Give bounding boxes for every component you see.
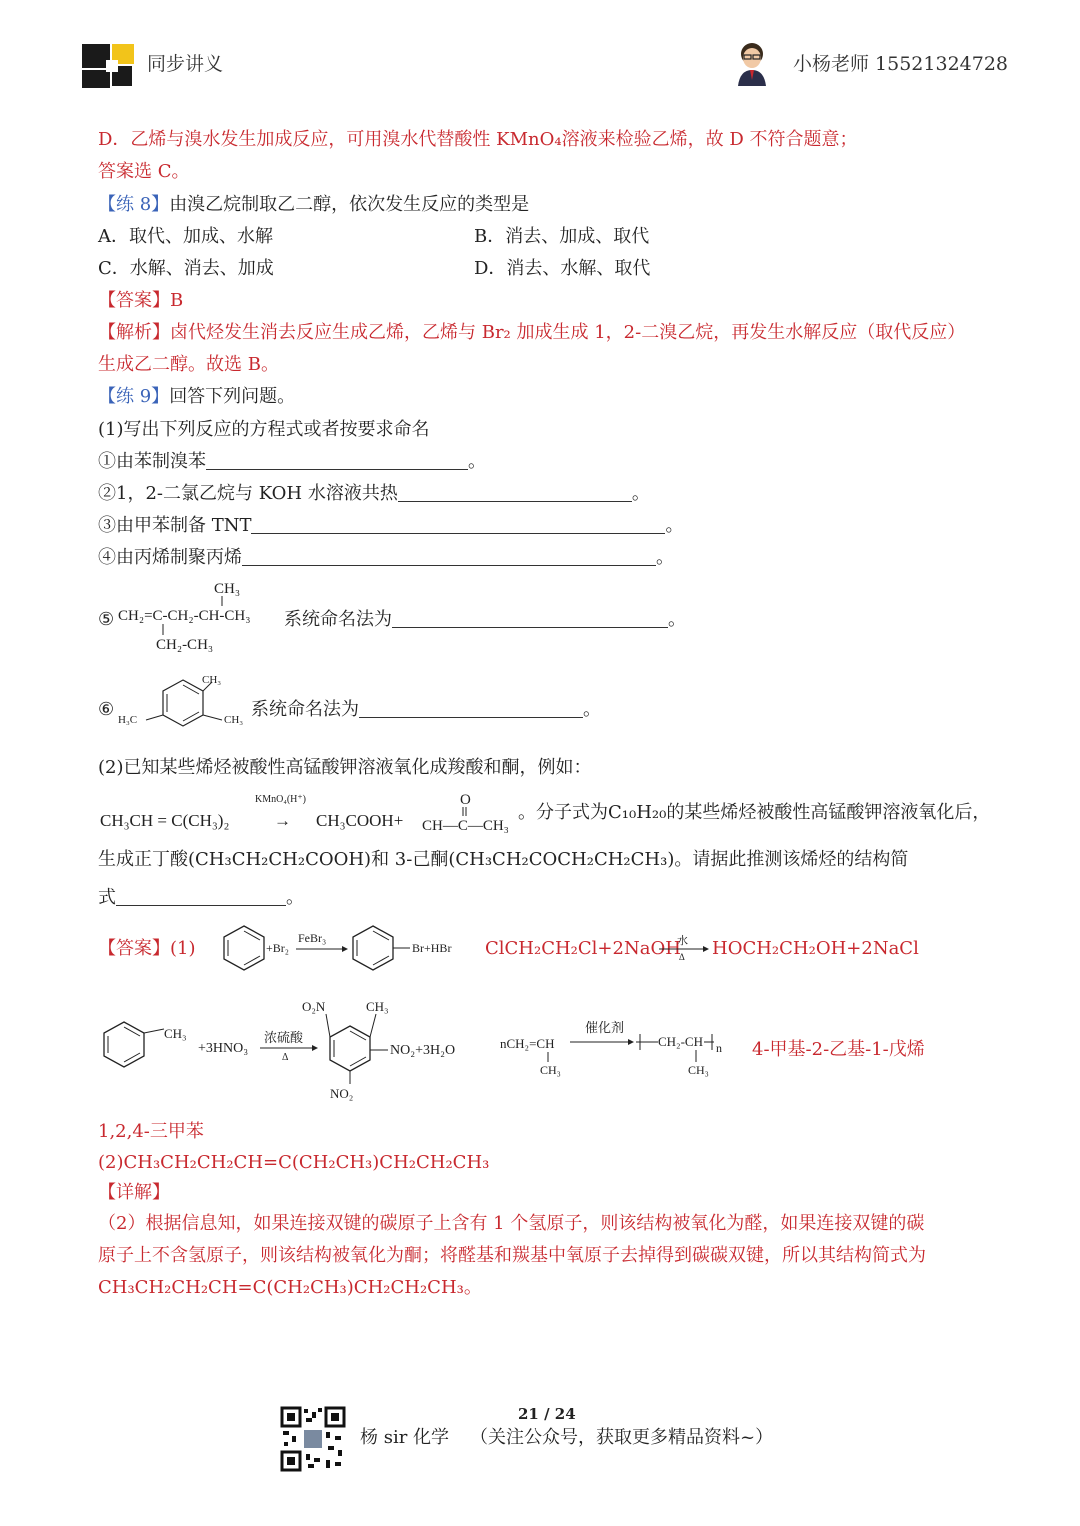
a3-hno3: +3HNO₃ <box>198 1041 249 1056</box>
answer-blank-4[interactable] <box>242 547 656 566</box>
answer-name-5: 4-甲基-2-乙基-1-戊烯 <box>752 1039 925 1060</box>
header-teacher: 小杨老师 15521324728 <box>793 53 1009 75</box>
exercise-8-answer: 【答案】B <box>98 290 184 311</box>
exercise-9-tag: 【练 9】 <box>98 386 170 407</box>
part-1-prompt: (1)写出下列反应的方程式或者按要求命名 <box>98 419 430 440</box>
period: 。 <box>656 547 674 568</box>
a3-no2-right: NO₂+3H₂O <box>390 1043 456 1058</box>
item-5-number: ⑤ <box>98 609 115 630</box>
item-2-text: ②1，2-二氯乙烷与 KOH 水溶液共热 <box>98 483 398 504</box>
item-6 <box>251 698 601 722</box>
ex-condition: KMnO₄(H⁺) <box>255 794 306 805</box>
a4-catalyst: 催化剂 <box>585 1020 625 1035</box>
c5-ethyl: CH₂-CH₃ <box>156 637 214 653</box>
detail-tag: 【详解】 <box>98 1182 170 1203</box>
option-c: C．水解、消去、加成 <box>98 258 274 279</box>
example-continuation: 。分子式为C₁₀H₂₀的某些烯烃被酸性高锰酸钾溶液氧化后， <box>518 802 991 823</box>
ex-oxygen: O <box>460 792 471 808</box>
a2-delta: Δ <box>679 952 685 962</box>
avatar <box>734 40 770 86</box>
answer-blank-1[interactable] <box>206 451 468 470</box>
option-b: B．消去、加成、取代 <box>474 226 650 247</box>
a3-no2-bottom: NO₂ <box>330 1086 354 1101</box>
detail-line-1: （2）根据信息知，如果连接双键的碳原子上含有 1 个氢原子，则该结构被氧化为醛，如果连接双键的碳 <box>98 1213 925 1234</box>
part-2-products: 生成正丁酸(CH₃CH₂CH₂COOH)和 3-己酮(CH₃CH₂COCH₂CH₂CH₃)。请据此推测该烯烃的结构简 <box>98 849 909 870</box>
period: 。 <box>468 451 486 472</box>
detail-line-2: 原子上不含氢原子，则该结构被氧化为酮；将醛基和羰基中氧原子去掉得到碳碳双键，所以其结构简式为 <box>98 1245 926 1266</box>
answer-name-6: 1,2,4-三甲苯 <box>98 1121 204 1142</box>
a4-polymer: CH₂-CH <box>658 1034 703 1049</box>
detail-line-3: CH₃CH₂CH₂CH=C(CH₂CH₃)CH₂CH₂CH₃。 <box>98 1277 482 1298</box>
item-6-number: ⑥ <box>98 699 115 720</box>
item-2 <box>98 482 650 506</box>
a1-br2: +Br₂ <box>266 941 289 955</box>
a2-condition: 水 <box>677 935 688 947</box>
a3-ch3-top: CH₃ <box>366 999 389 1014</box>
answer-tag: 【答案】(1) <box>98 938 196 959</box>
a1-catalyst: FeBr₃ <box>298 931 327 945</box>
exercise-8-tag: 【练 8】 <box>98 194 170 215</box>
c5-ch3: CH₃ <box>214 581 241 597</box>
exercise-9-question <box>98 385 295 409</box>
answer-part-2: (2)CH₃CH₂CH₂CH=C(CH₂CH₃)CH₂CH₂CH₃ <box>98 1152 490 1173</box>
ex-product-1: CH₃COOH+ <box>316 811 404 830</box>
answer-eq-2-arrow <box>657 932 711 962</box>
period: 。 <box>286 887 304 908</box>
c6-h3c: H₃C <box>118 714 138 726</box>
option-d: D．消去、水解、取代 <box>474 258 651 279</box>
c6-ch3-top: CH₃ <box>202 674 222 686</box>
item-6-label: 系统命名法为 <box>251 699 359 720</box>
ex-arrow: → <box>274 811 291 830</box>
part-2-formula-line <box>98 886 304 910</box>
option-a: A．取代、加成、水解 <box>98 226 273 247</box>
item-1-text: ①由苯制溴苯 <box>98 451 206 472</box>
part-2-formula-label: 式 <box>98 887 116 908</box>
exercise-8-question <box>98 193 529 217</box>
answer-eq-1 <box>218 922 488 974</box>
answer-blank-6[interactable] <box>359 699 583 718</box>
a4-polymer-ch3: CH₃ <box>688 1063 709 1077</box>
item-1 <box>98 450 486 474</box>
item-4 <box>98 546 674 570</box>
answer-choice-line: 答案选 C。 <box>98 161 190 182</box>
answer-blank-5[interactable] <box>392 609 668 628</box>
item-5-label: 系统命名法为 <box>284 609 392 630</box>
answer-d-line: D．乙烯与溴水发生加成反应，可用溴水代替酸性 KMnO₄溶液来检验乙烯，故 D 不符合题意； <box>98 129 858 150</box>
footer-brand: 杨 sir 化学 <box>360 1427 450 1448</box>
answer-eq-3 <box>98 992 478 1102</box>
period: 。 <box>668 609 686 630</box>
qr-code[interactable] <box>280 1406 346 1472</box>
a3-condition: 浓硫酸 <box>264 1030 304 1045</box>
period: 。 <box>583 699 601 720</box>
period: 。 <box>631 483 650 504</box>
answer-blank-7[interactable] <box>116 887 286 906</box>
answer-eq-2-reactants: ClCH₂CH₂Cl+2NaOH <box>485 938 681 959</box>
footer-follow: （关注公众号，获取更多精品资料~） <box>470 1427 774 1448</box>
a1-product: Br+HBr <box>412 941 452 955</box>
a3-delta: Δ <box>282 1052 289 1063</box>
item-3-text: ③由甲苯制备 TNT <box>98 515 252 536</box>
a4-ch3: CH₃ <box>540 1063 561 1077</box>
item-5 <box>284 608 686 632</box>
a3-ch3: CH₃ <box>164 1026 187 1041</box>
period: 。 <box>665 515 684 536</box>
c6-ch3-right: CH₃ <box>224 714 244 726</box>
item-3 <box>98 514 683 538</box>
answer-eq-2-products: HOCH₂CH₂OH+2NaCl <box>712 938 919 959</box>
item-5-structure <box>116 576 296 656</box>
exercise-9-text: 回答下列问题。 <box>169 386 296 407</box>
exercise-8-text: 由溴乙烷制取乙二醇，依次发生反应的类型是 <box>169 194 530 215</box>
a4-monomer: nCH₂=CH <box>500 1036 555 1051</box>
answer-eq-4 <box>498 1012 738 1082</box>
a3-o2n: O₂N <box>302 999 326 1014</box>
exercise-8-explanation-2: 生成乙二醇。故选 B。 <box>98 354 279 375</box>
a4-n: n <box>716 1041 722 1055</box>
ex-ketone: CH—C—CH₃ <box>422 818 509 834</box>
c5-main: CH₂=C-CH₂-CH-CH₃ <box>118 608 251 624</box>
header-title: 同步讲义 <box>147 53 224 75</box>
answer-blank-2[interactable] <box>398 483 632 502</box>
item-6-structure <box>116 670 256 742</box>
exercise-8-explanation-1: 【解析】卤代烃发生消去反应生成乙烯，乙烯与 Br₂ 加成生成 1，2-二溴乙烷，再发生水解反应（取代反应） <box>98 322 966 343</box>
example-reaction <box>98 790 538 840</box>
ex-reactant: CH₃CH = C(CH₃)₂ <box>100 811 230 830</box>
item-4-text: ④由丙烯制聚丙烯 <box>98 547 242 568</box>
page-number: 21 / 24 <box>518 1405 576 1423</box>
logo <box>82 42 134 88</box>
answer-blank-3[interactable] <box>251 515 665 534</box>
part-2-prompt: (2)已知某些烯烃被酸性高锰酸钾溶液氧化成羧酸和酮，例如： <box>98 757 592 778</box>
